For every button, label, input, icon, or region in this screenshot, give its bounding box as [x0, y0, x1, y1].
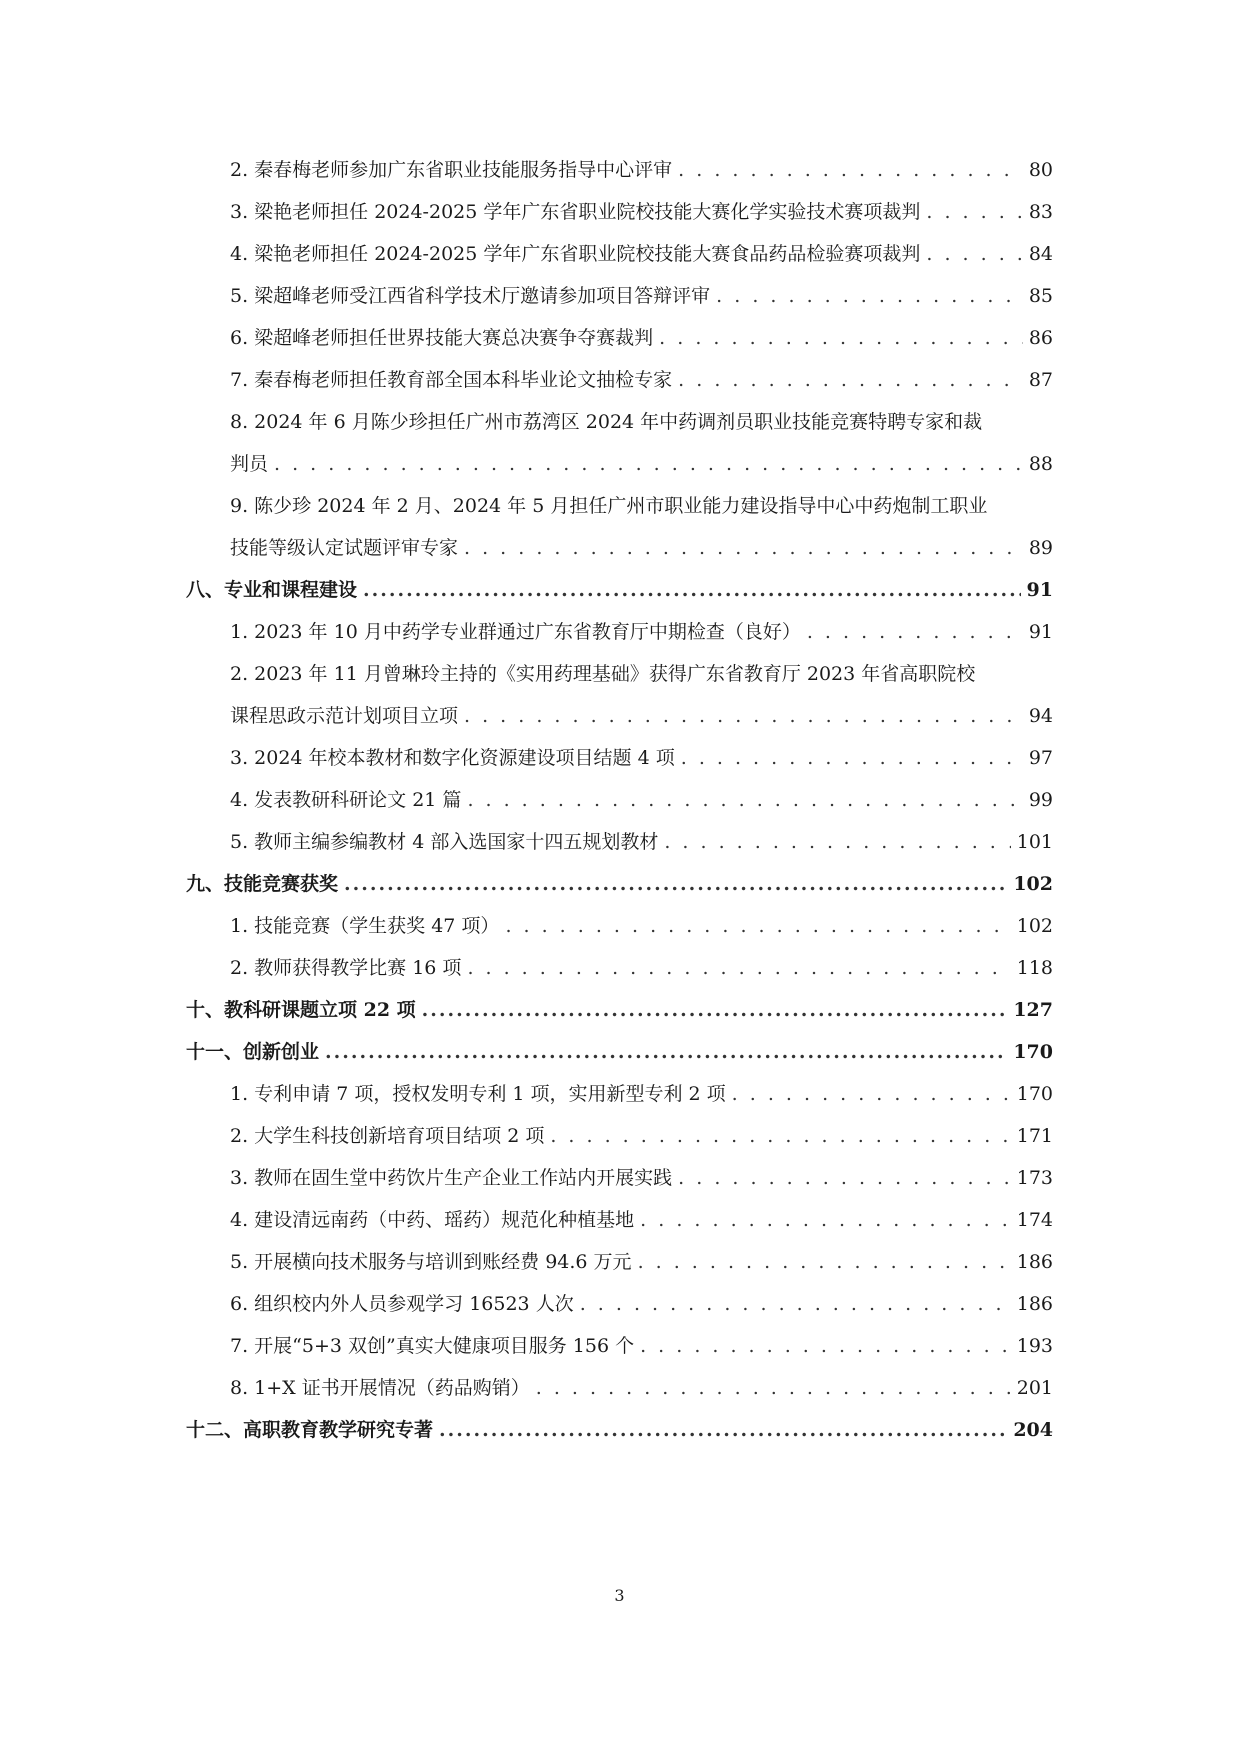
toc-page: 84: [1028, 243, 1053, 265]
toc-entry[interactable]: [230, 1292, 1053, 1316]
toc-entry-text: 4. 发表教研科研论文 21 篇: [230, 789, 462, 811]
toc-leader: [732, 1082, 1011, 1106]
toc-page: 97: [1028, 747, 1053, 769]
toc-leader: [422, 998, 1008, 1022]
toc-section[interactable]: [186, 578, 1053, 602]
toc-entry[interactable]: [230, 620, 1053, 644]
toc-page: 91: [1028, 621, 1053, 643]
page-number: 3: [614, 1586, 625, 1605]
toc-entry-text: 3. 教师在固生堂中药饮片生产企业工作站内开展实践: [230, 1167, 673, 1189]
toc-page: 186: [1016, 1251, 1053, 1273]
toc-page: 86: [1028, 327, 1053, 349]
toc-page: 94: [1028, 705, 1053, 727]
toc-section-text: 八、专业和课程建设: [186, 579, 358, 601]
toc-section[interactable]: [186, 998, 1053, 1022]
toc-entry[interactable]: [230, 284, 1053, 308]
toc-page: 171: [1016, 1125, 1053, 1147]
toc-entry-text: 8. 2024 年 6 月陈少珍担任广州市荔湾区 2024 年中药调剂员职业技能竞赛特聘专家和裁: [230, 411, 983, 433]
toc-entry[interactable]: [230, 830, 1053, 854]
toc-leader: [640, 1208, 1011, 1232]
toc-page: 170: [1013, 1041, 1053, 1063]
toc-page: 85: [1028, 285, 1053, 307]
toc-page: 170: [1016, 1083, 1053, 1105]
toc-entry-text: 课程思政示范计划项目立项: [230, 705, 459, 727]
toc-page: 80: [1028, 159, 1053, 181]
toc-entry[interactable]: [230, 788, 1053, 812]
toc-entry-text: 5. 开展横向技术服务与培训到账经费 94.6 万元: [230, 1251, 632, 1273]
toc-leader: [344, 872, 1007, 896]
toc-entry-text: 3. 梁艳老师担任 2024-2025 学年广东省职业院校技能大赛化学实验技术赛项裁判: [230, 201, 921, 223]
toc-entry-text: 7. 开展“5+3 双创”真实大健康项目服务 156 个: [230, 1335, 635, 1357]
toc-page: 201: [1016, 1377, 1053, 1399]
toc-leader: [638, 1250, 1011, 1274]
toc-section-text: 九、技能竞赛获奖: [186, 873, 339, 895]
toc-entry-text: 9. 陈少珍 2024 年 2 月、2024 年 5 月担任广州市职业能力建设指导中心中药炮制工职业: [230, 495, 988, 517]
toc-entry-text: 4. 建设清远南药（中药、瑶药）规范化种植基地: [230, 1209, 635, 1231]
toc-entry[interactable]: [230, 368, 1053, 392]
toc-leader: [363, 578, 1021, 602]
toc-entry-text: 6. 梁超峰老师担任世界技能大赛总决赛争夺赛裁判: [230, 327, 654, 349]
toc-page: 186: [1016, 1293, 1053, 1315]
toc-entry-text: 7. 秦春梅老师担任教育部全国本科毕业论文抽检专家: [230, 369, 673, 391]
toc-entry[interactable]: [230, 1208, 1053, 1232]
toc-entry[interactable]: [230, 1124, 1053, 1148]
toc-leader: [467, 956, 1010, 980]
toc-entry[interactable]: [230, 326, 1053, 350]
toc-entry-text: 2. 教师获得教学比赛 16 项: [230, 957, 462, 979]
toc-entry-line1[interactable]: [230, 494, 1053, 518]
toc-leader: [464, 536, 1023, 560]
toc-section-text: 十一、创新创业: [186, 1041, 320, 1063]
toc-leader: [580, 1292, 1011, 1316]
toc-entry[interactable]: [230, 158, 1053, 182]
toc-leader: [467, 788, 1022, 812]
toc-leader: [550, 1124, 1010, 1148]
toc-entry-text: 6. 组织校内外人员参观学习 16523 人次: [230, 1293, 574, 1315]
toc-entry-text: 1. 2023 年 10 月中药学专业群通过广东省教育厅中期检查（良好）: [230, 621, 801, 643]
toc-entry-text: 1. 技能竞赛（学生获奖 47 项）: [230, 915, 500, 937]
toc-leader: [807, 620, 1023, 644]
toc-entry[interactable]: [230, 1082, 1053, 1106]
toc-leader: [926, 200, 1022, 224]
toc-entry[interactable]: [230, 746, 1053, 770]
toc-section[interactable]: [186, 872, 1053, 896]
toc-leader: [678, 158, 1023, 182]
toc-section-text: 十、教科研课题立项 22 项: [186, 999, 416, 1021]
toc-leader: [659, 326, 1023, 350]
toc-leader: [664, 830, 1010, 854]
toc-section[interactable]: [186, 1418, 1053, 1442]
toc-entry-text: 3. 2024 年校本教材和数字化资源建设项目结题 4 项: [230, 747, 675, 769]
toc-leader: [536, 1376, 1011, 1400]
toc-entry-text: 5. 梁超峰老师受江西省科学技术厅邀请参加项目答辩评审: [230, 285, 711, 307]
toc-entry[interactable]: [230, 914, 1053, 938]
toc-section-text: 十二、高职教育教学研究专著: [186, 1419, 434, 1441]
toc-entry-text: 2. 2023 年 11 月曾琳玲主持的《实用药理基础》获得广东省教育厅 2023 年省高职院校: [230, 663, 976, 685]
toc-page: 91: [1026, 579, 1053, 601]
toc-entry[interactable]: [230, 1376, 1053, 1400]
toc-leader: [678, 368, 1023, 392]
toc-page: 88: [1028, 453, 1053, 475]
toc-section[interactable]: [186, 1040, 1053, 1064]
toc-leader: [716, 284, 1023, 308]
toc-page: 83: [1028, 201, 1053, 223]
toc-entry-line1[interactable]: [230, 410, 1053, 434]
toc-entry[interactable]: [230, 1334, 1053, 1358]
toc-entry[interactable]: [230, 242, 1053, 266]
toc-page: 102: [1013, 873, 1053, 895]
toc-page: 87: [1028, 369, 1053, 391]
toc-page: 127: [1013, 999, 1053, 1021]
toc-leader: [678, 1166, 1011, 1190]
toc-leader: [439, 1418, 1007, 1442]
toc-entry-text: 1. 专利申请 7 项，授权发明专利 1 项，实用新型专利 2 项: [230, 1083, 726, 1105]
toc-entry-text: 8. 1+X 证书开展情况（药品购销）: [230, 1377, 530, 1399]
toc-leader: [274, 452, 1023, 476]
toc-page: 89: [1028, 537, 1053, 559]
toc-entry[interactable]: [230, 1166, 1053, 1190]
toc-page: 102: [1016, 915, 1053, 937]
toc-entry[interactable]: [230, 452, 1053, 476]
toc-entry[interactable]: [230, 956, 1053, 980]
toc-entry-text: 技能等级认定试题评审专家: [230, 537, 459, 559]
toc-page: 173: [1016, 1167, 1053, 1189]
toc-entry[interactable]: [230, 200, 1053, 224]
toc-page: 174: [1016, 1209, 1053, 1231]
toc-leader: [681, 746, 1023, 770]
toc-entry-text: 2. 大学生科技创新培育项目结项 2 项: [230, 1125, 545, 1147]
toc-page: 193: [1016, 1335, 1053, 1357]
toc-leader: [325, 1040, 1007, 1064]
toc-entry[interactable]: [230, 536, 1053, 560]
toc-page: 118: [1016, 957, 1053, 979]
toc-entry[interactable]: [230, 704, 1053, 728]
toc-leader: [505, 914, 1010, 938]
toc-entry-text: 判员: [230, 453, 269, 475]
toc-leader: [640, 1334, 1011, 1358]
toc-page: 101: [1016, 831, 1053, 853]
toc-entry-text: 2. 秦春梅老师参加广东省职业技能服务指导中心评审: [230, 159, 673, 181]
toc-entry[interactable]: [230, 1250, 1053, 1274]
toc-page: 99: [1028, 789, 1053, 811]
toc-entry-text: 5. 教师主编参编教材 4 部入选国家十四五规划教材: [230, 831, 659, 853]
toc-entry-line1[interactable]: [230, 662, 1053, 686]
toc-leader: [926, 242, 1022, 266]
toc-page: 204: [1013, 1419, 1053, 1441]
toc-entry-text: 4. 梁艳老师担任 2024-2025 学年广东省职业院校技能大赛食品药品检验赛项裁判: [230, 243, 921, 265]
toc-leader: [464, 704, 1023, 728]
